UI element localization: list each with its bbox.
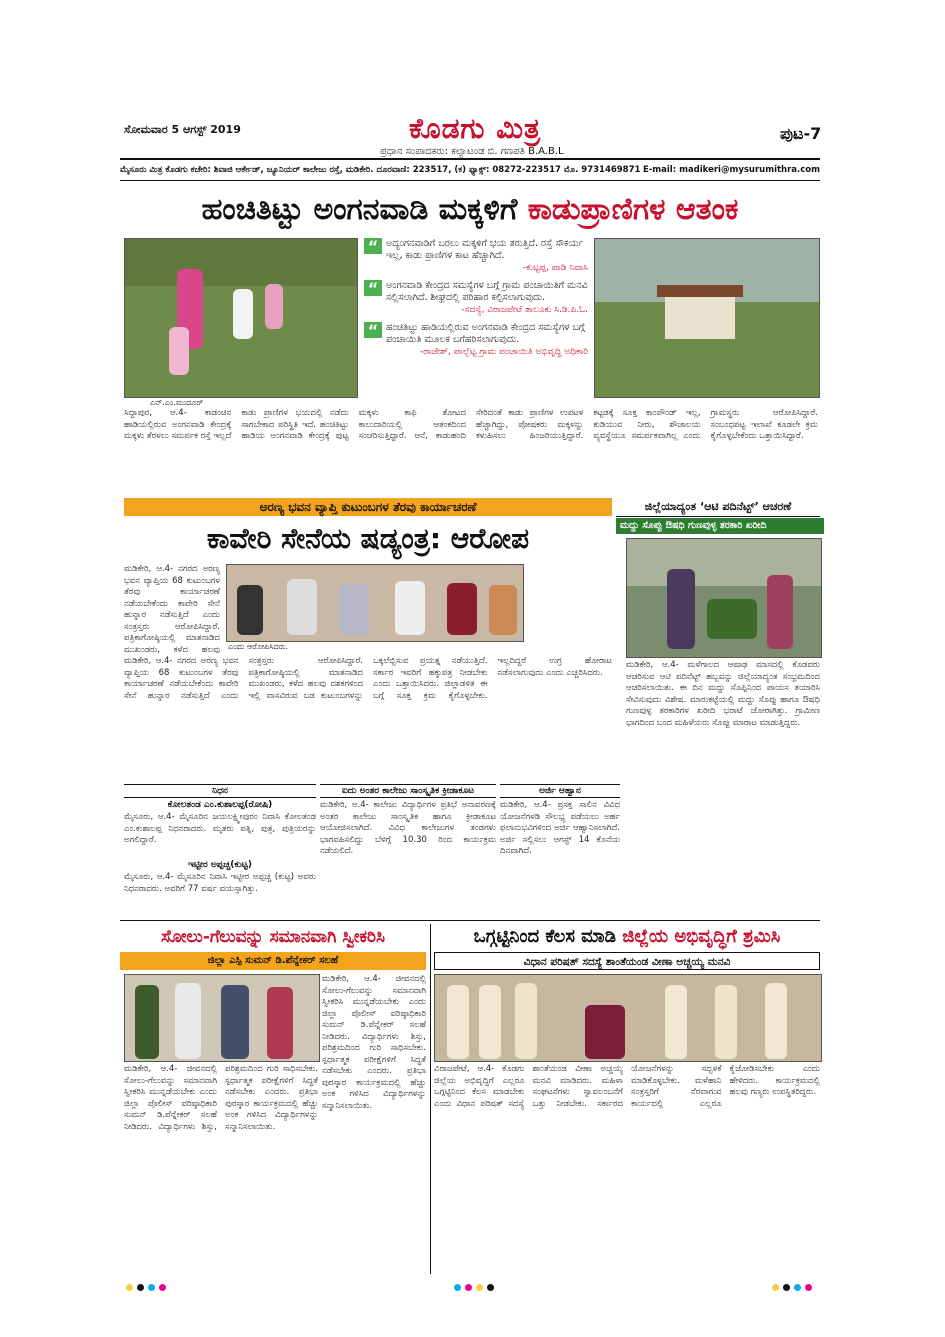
story7-headline: [434, 924, 820, 950]
story6-photo-ceremony: [124, 974, 320, 1062]
quote-mark-icon: “: [364, 238, 382, 254]
column-divider: [430, 924, 431, 1274]
quote-mark-icon: “: [364, 280, 382, 296]
story7-body: ವಿರಾಜಪೇಟೆ, ಆ.4- ಕೊಡಗು ಜಿಲ್ಲೆಯ ಅಭಿವೃದ್ಧಿಗೆ ಎಲ್ಲರೂ ಒಗ್ಗಟ್ಟಿನಿಂದ ಕೆಲಸ ಮಾಡಬೇಕು ಎಂದು ವಿಧಾನ ಪರಿಷತ್ ಸದಸ್ಯೆ ಶಾಂತೆಯಂಡ ವೀಣಾ ಅಚ್ಚಯ್ಯ ಮನವಿ ಮಾಡಿದರು. ಮಹಿಳಾ ಸಂಘಟನೆಗಳು ಸ್ವಾವಲಂಬನೆಗೆ ಒತ್ತು ನೀಡಬೇಕು. ಸರ್ಕಾರದ ಯೋಜನೆಗಳನ್ನು ಸದ್ಬಳಕೆ ಮಾಡಿಕೊಳ್ಳಬೇಕು. ಮಳೆಹಾನಿ ಸಂತ್ರಸ್ತರಿಗೆ ನೆರವಾಗುವ ಕಾರ್ಯದಲ್ಲಿ ಎಲ್ಲರೂ ಕೈಜೋಡಿಸಬೇಕು ಎಂದು ಹೇಳಿದರು. ಕಾರ್ಯಕ್ರಮದಲ್ಲಿ ಹಲವು ಗಣ್ಯರು ಉಪಸ್ಥಿತರಿದ್ದರು.: [434, 1064, 820, 1109]
story1-headline: [120, 188, 820, 232]
story3-subhead: ಮದ್ದು ಸೊಪ್ಪು ಔಷಧಿ ಗುಣವುಳ್ಳ ತರಕಾರಿ ಖರೀದಿ: [616, 518, 824, 534]
story3-photo-market: [626, 538, 822, 658]
story2-photo-caption: ಎಂದು ಆರೋಪಿಸಿದರು.: [228, 642, 289, 651]
story1-body: ಸಿದ್ದಾಪುರ, ಆ.4- ಕಾಡಂಚಿನ ಹಾಡಿಯಲ್ಲಿರುವ ಅಂಗನವಾಡಿ ಕೇಂದ್ರಕ್ಕೆ ಮಕ್ಕಳು ತೆರಳಲು ಸಮರ್ಪಕ ರಸ್ತೆ ಇಲ್ಲದೆ ಕಾಡು ಪ್ರಾಣಿಗಳ ಭಯದಲ್ಲಿ ನಡೆದು ಸಾಗಬೇಕಾದ ಪರಿಸ್ಥಿತಿ ಇದೆ. ಹಂಚಿತಿಟ್ಟು ಹಾಡಿಯ ಅಂಗನವಾಡಿ ಕೇಂದ್ರಕ್ಕೆ ಪುಟ್ಟ ಮಕ್ಕಳು ಕಾಫಿ ತೋಟದ ಕಾಲುದಾರಿಯಲ್ಲಿ ಆತಂಕದಿಂದ ಸಂಚರಿಸುತ್ತಿದ್ದಾರೆ. ಆನೆ, ಕಾಡುಹಂದಿ ಸೇರಿದಂತೆ ಕಾಡು ಪ್ರಾಣಿಗಳ ಉಪಟಳ ಹೆಚ್ಚಾಗಿದ್ದು, ಪೋಷಕರು ಮಕ್ಕಳನ್ನು ಕಳುಹಿಸಲು ಹಿಂಜರಿಯುತ್ತಿದ್ದಾರೆ. ಕಟ್ಟಡಕ್ಕೆ ಸೂಕ್ತ ಕಾಂಪೌಂಡ್ ಇಲ್ಲ, ಕುಡಿಯುವ ನೀರು, ಶೌಚಾಲಯ ವ್ಯವಸ್ಥೆಯೂ ಸಮರ್ಪಕವಾಗಿಲ್ಲ ಎಂದು ಗ್ರಾಮಸ್ಥರು ಆರೋಪಿಸಿದ್ದಾರೆ. ಸಂಬಂಧಪಟ್ಟ ಇಲಾಖೆ ಕೂಡಲೇ ಕ್ರಮ ಕೈಗೊಳ್ಳಬೇಕೆಂದು ಒತ್ತಾಯಿಸಿದ್ದಾರೆ.: [124, 408, 818, 441]
story5-body: ಮಡಿಕೇರಿ, ಆ.4- ಪ್ರಸಕ್ತ ಸಾಲಿನ ವಿವಿಧ ಯೋಜನೆಗಳಡಿ ಸೌಲಭ್ಯ ಪಡೆಯಲು ಅರ್ಹ ಫಲಾನುಭವಿಗಳಿಂದ ಅರ್ಜಿ ಆಹ್ವಾನಿಸಲಾಗಿದೆ. ಅರ್ಜಿ ಸಲ್ಲಿಸಲು ಆಗಸ್ಟ್ 14 ಕೊನೆಯ ದಿನವಾಗಿದೆ.: [500, 800, 620, 856]
story1-photo-caption: ಎನ್.ಎಂ.ಮುದೂರ್: [150, 398, 204, 407]
quote-2: “ ಅಂಗನವಾಡಿ ಕೇಂದ್ರದ ಸಮಸ್ಯೆಗಳ ಬಗ್ಗೆ ಗ್ರಾಮ ಪಂಚಾಯಿತಿಗೆ ಮನವಿ ಸಲ್ಲಿಸಲಾಗಿದೆ. ಶೀಘ್ರದಲ್ಲಿ ಪರಿಹಾರ ಕಲ್ಪಿಸಲಾಗುವುದು. -ಸದಸ್ಯೆ, ವಿರಾಜಪೇಟೆ ತಾಲೂಕು ಸಿ.ಡಿ.ಪಿ.ಓ.: [364, 280, 588, 316]
section-divider: [120, 920, 820, 921]
story7-headline-part2: ಜಿಲ್ಲೆಯ ಅಭಿವೃದ್ಧಿಗೆ ಶ್ರಮಿಸಿ: [622, 926, 781, 947]
story7-headline-part1: ಒಗ್ಗಟ್ಟಿನಿಂದ ಕೆಲಸ ಮಾಡಿ: [473, 926, 623, 947]
story2-headline: ಕಾವೇರಿ ಸೇನೆಯ ಷಡ್ಯಂತ್ರ: ಆರೋಪ: [206, 522, 530, 555]
masthead-rule: [120, 158, 820, 160]
story1-headline-part1: ಹಂಚಿತಿಟ್ಟು ಅಂಗನವಾಡಿ ಮಕ್ಕಳಿಗೆ: [201, 192, 528, 227]
quote-3: “ ಹಂಚಿತಿಟ್ಟು ಹಾಡಿಯಲ್ಲಿರುವ ಅಂಗನವಾಡಿ ಕೇಂದ್ರದ ಸಮಸ್ಯೆಗಳ ಬಗ್ಗೆ ಪಂಚಾಯಿತಿ ಮೂಲಕ ಬಗೆಹರಿಸಲಾಗುವುದು. -ರಾಜೇಶ್, ಪಾಲ್ಬೆಟ್ಟ ಗ್ರಾಮ ಪಂಚಾಯಿತಿ ಅಭಿವೃದ್ಧಿ ಅಧಿಕಾರಿ: [364, 322, 588, 358]
contact-strip: [120, 162, 820, 178]
story6-side-body: ಮಡಿಕೇರಿ, ಆ.4- ಜೀವನದಲ್ಲಿ ಸೋಲು-ಗೆಲುವನ್ನು ಸಮಾನವಾಗಿ ಸ್ವೀಕರಿಸಿ ಮುನ್ನಡೆಯಬೇಕು ಎಂದು ಜಿಲ್ಲಾ ಪೊಲೀಸ್ ವರಿಷ್ಠಾಧಿಕಾರಿ ಸುಮನ್ ಡಿ.ಪೆನ್ನೇಕರ್ ಸಲಹೆ ನೀಡಿದರು. ವಿದ್ಯಾರ್ಥಿಗಳು ಶಿಸ್ತು, ಪರಿಶ್ರಮದಿಂದ ಗುರಿ ಸಾಧಿಸಬೇಕು. ಸ್ಪರ್ಧಾತ್ಮಕ ಪರೀಕ್ಷೆಗಳಿಗೆ ಸಿದ್ಧತೆ ನಡೆಸಬೇಕು ಎಂದರು. ಪ್ರತಿಭಾ ಪುರಸ್ಕಾರ ಕಾರ್ಯಕ್ರಮದಲ್ಲಿ ಹೆಚ್ಚು ಅಂಕ ಗಳಿಸಿದ ವಿದ್ಯಾರ್ಥಿಗಳನ್ನು ಸನ್ಮಾನಿಸಲಾಯಿತು.: [322, 974, 426, 1111]
story1-quotes: [364, 238, 588, 386]
story2-kicker: ಅರಣ್ಯ ಭವನ ವ್ಯಾಪ್ತಿ ಕುಟುಂಬಗಳ ತೆರವು ಕಾರ್ಯಾಚರಣೆ: [124, 498, 612, 516]
quote-mark-icon: “: [364, 322, 382, 338]
story7-photo-group: [434, 974, 822, 1062]
story3-body: ಮಡಿಕೇರಿ, ಆ.4- ಮಳೆಗಾಲದ ಆಷಾಢ ಮಾಸದಲ್ಲಿ ಕೊಡವರು ಆಚರಿಸುವ ಆಟಿ ಪದಿನೆಟ್ಟ್ ಹಬ್ಬವನ್ನು ಜಿಲ್ಲೆಯಾದ್ಯಂತ ಸಂಭ್ರಮದಿಂದ ಆಚರಿಸಲಾಯಿತು. ಈ ದಿನ ಮದ್ದು ಸೊಪ್ಪಿನಿಂದ ಪಾಯಸ ತಯಾರಿಸಿ ಸೇವಿಸುವುದು ವಿಶೇಷ. ಮಾರುಕಟ್ಟೆಯಲ್ಲಿ ಮದ್ದು ಸೊಪ್ಪು ಹಾಗೂ ಔಷಧಿ ಗುಣವುಳ್ಳ ತರಕಾರಿಗಳ ಖರೀದಿ ಭರಾಟೆ ಜೋರಾಗಿತ್ತು. ಗ್ರಾಮೀಣ ಭಾಗದಿಂದ ಬಂದ ಮಹಿಳೆಯರು ಸೊಪ್ಪು ಮಾರಾಟ ಮಾಡುತ್ತಿದ್ದರು.: [626, 660, 820, 728]
brief2-title: ಇಟ್ಟೀರ ಅಪ್ಪಚ್ಚ(ಕುಟ್ಟ): [188, 860, 252, 870]
story6-subhead: ಜಿಲ್ಲಾ ಎಸ್ಪಿ ಸುಮನ್ ಡಿ.ಪೆನ್ನೇಕರ್ ಸಲಹೆ: [120, 952, 426, 970]
quote-1: “ ಅದ್ಯಂಗನವಾಡಿಗೆ ಬರಲು ಮಕ್ಕಳಿಗೆ ಭಯ ತರುತ್ತಿದೆ. ರಸ್ತೆ ಸೌಕರ್ಯ ಇಲ್ಲ, ಕಾಡು ಪ್ರಾಣಿಗಳ ಕಾಟ ಹೆಚ್ಚಾಗಿದೆ. -ಕುಟ್ಟಪ್ಪ, ಪಾಡಿ ನಿವಾಸಿ: [364, 238, 588, 274]
page-number: ಪುಟ-7: [780, 124, 822, 143]
print-registration-marks-center: [454, 1276, 498, 1295]
story1-photo-building: [594, 238, 820, 398]
story1-headline-part2: ಕಾಡುಪ್ರಾಣಿಗಳ ಆತಂಕ: [527, 192, 739, 227]
contact-rule: [120, 180, 820, 181]
story4-headline: ಐದು ಅಂತರ ಕಾಲೇಜು ಸಾಂಸ್ಕೃತಿಕ ಕ್ರೀಡಾಕೂಟ: [320, 784, 496, 798]
brief2-body: ಮೈಸೂರು, ಆ.4- ಮೈಸೂರಿನ ನಿವಾಸಿ ಇಟ್ಟೀರ ಅಪ್ಪಚ್ಚ (ಕುಟ್ಟ) ಅವರು ನಿಧನರಾದರು. ಅವರಿಗೆ 77 ವರ್ಷ ವಯಸ್ಸಾಗಿತ್ತು.: [124, 872, 316, 894]
brief1-title: ಕೋಲತಂಡ ಎಂ.ಕುಶಾಲಪ್ಪ(ರೋಷಿ): [167, 800, 273, 810]
brief1-body: ಮೈಸೂರು, ಆ.4- ಮೈಸೂರಿನ ಜಯಲಕ್ಷ್ಮೀಪುರಂ ನಿವಾಸಿ ಕೋಲತಂಡ ಎಂ.ಕುಶಾಲಪ್ಪ ನಿಧನರಾದರು. ಮೃತರು ಪತ್ನಿ, ಪುತ್ರ, ಪುತ್ರಿಯರನ್ನು ಅಗಲಿದ್ದಾರೆ.: [124, 812, 316, 845]
story2-intro: ಮಡಿಕೇರಿ, ಆ.4- ನಗರದ ಅರಣ್ಯ ಭವನ ವ್ಯಾಪ್ತಿಯ 68 ಕುಟುಂಬಗಳ ತೆರವು ಕಾರ್ಯಾಚರಣೆ ನಡೆಯಬೇಕೆಂದು ಕಾವೇರಿ ಸೇನೆ ಹುನ್ನಾರ ನಡೆಸುತ್ತಿದೆ ಎಂದು ಸಂತ್ರಸ್ತರು ಆರೋಪಿಸಿದ್ದಾರೆ. ಪತ್ರಿಕಾಗೋಷ್ಠಿಯಲ್ಲಿ ಮಾತನಾಡಿದ ಮುಖಂಡರು, ಕಳೆದ ಹಲವು: [124, 564, 220, 654]
story4-body: ಮಡಿಕೇರಿ, ಆ.4- ಕಾಲೇಜು ವಿದ್ಯಾರ್ಥಿಗಳ ಪ್ರತಿಭೆ ಅನಾವರಣಕ್ಕೆ ಅಂತರ ಕಾಲೇಜು ಸಾಂಸ್ಕೃತಿಕ ಹಾಗೂ ಕ್ರೀಡಾಕೂಟ ಆಯೋಜಿಸಲಾಗಿದೆ. ವಿವಿಧ ಕಾಲೇಜುಗಳ ತಂಡಗಳು ಭಾಗವಹಿಸಲಿದ್ದು ಬೆಳಿಗ್ಗೆ 10.30 ರಿಂದ ಕಾರ್ಯಕ್ರಮ ನಡೆಯಲಿದೆ.: [320, 800, 496, 856]
newspaper-logo: ಕೊಡಗು ಮಿತ್ರ: [408, 112, 541, 145]
briefs-heading: ನಿಧನ: [124, 784, 316, 798]
contact-email: E-mail: madikeri@mysurumithra.com: [642, 165, 820, 175]
print-registration-marks-left: [126, 1276, 170, 1295]
story7-subhead: ವಿಧಾನ ಪರಿಷತ್ ಸದಸ್ಯೆ ಶಾಂತೆಯಂಡ ವೀಣಾ ಅಚ್ಚಯ್ಯ ಮನವಿ: [434, 952, 820, 970]
story2-body: ಮಡಿಕೇರಿ, ಆ.4- ನಗರದ ಅರಣ್ಯ ಭವನ ವ್ಯಾಪ್ತಿಯ 68 ಕುಟುಂಬಗಳ ತೆರವು ಕಾರ್ಯಾಚರಣೆ ನಡೆಯಬೇಕೆಂದು ಕಾವೇರಿ ಸೇನೆ ಹುನ್ನಾರ ನಡೆಸುತ್ತಿದೆ ಎಂದು ಸಂತ್ರಸ್ತರು ಆರೋಪಿಸಿದ್ದಾರೆ. ಪತ್ರಿಕಾಗೋಷ್ಠಿಯಲ್ಲಿ ಮಾತನಾಡಿದ ಮುಖಂಡರು, ಕಳೆದ ಹಲವು ದಶಕಗಳಿಂದ ಇಲ್ಲಿ ವಾಸವಿರುವ ಬಡ ಕುಟುಂಬಗಳನ್ನು ಒಕ್ಕಲೆಬ್ಬಿಸುವ ಪ್ರಯತ್ನ ನಡೆಯುತ್ತಿದೆ. ಸರ್ಕಾರ ಇವರಿಗೆ ಹಕ್ಕುಪತ್ರ ನೀಡಬೇಕು ಎಂದು ಒತ್ತಾಯಿಸಿದರು. ಜಿಲ್ಲಾಡಳಿತ ಈ ಬಗ್ಗೆ ಸೂಕ್ತ ಕ್ರಮ ಕೈಗೊಳ್ಳಬೇಕು. ಇಲ್ಲದಿದ್ದರೆ ಉಗ್ರ ಹೋರಾಟ ನಡೆಸಲಾಗುವುದು ಎಂದು ಎಚ್ಚರಿಸಿದರು.: [124, 656, 612, 701]
story6-body: ಮಡಿಕೇರಿ, ಆ.4- ಜೀವನದಲ್ಲಿ ಸೋಲು-ಗೆಲುವನ್ನು ಸಮಾನವಾಗಿ ಸ್ವೀಕರಿಸಿ ಮುನ್ನಡೆಯಬೇಕು ಎಂದು ಜಿಲ್ಲಾ ಪೊಲೀಸ್ ವರಿಷ್ಠಾಧಿಕಾರಿ ಸುಮನ್ ಡಿ.ಪೆನ್ನೇಕರ್ ಸಲಹೆ ನೀಡಿದರು. ವಿದ್ಯಾರ್ಥಿಗಳು ಶಿಸ್ತು, ಪರಿಶ್ರಮದಿಂದ ಗುರಿ ಸಾಧಿಸಬೇಕು. ಸ್ಪರ್ಧಾತ್ಮಕ ಪರೀಕ್ಷೆಗಳಿಗೆ ಸಿದ್ಧತೆ ನಡೆಸಬೇಕು ಎಂದರು. ಪ್ರತಿಭಾ ಪುರಸ್ಕಾರ ಕಾರ್ಯಕ್ರಮದಲ್ಲಿ ಹೆಚ್ಚು ಅಂಕ ಗಳಿಸಿದ ವಿದ್ಯಾರ್ಥಿಗಳನ್ನು ಸನ್ಮಾನಿಸಲಾಯಿತು.: [124, 1064, 318, 1132]
story2-photo-press-meet: [226, 564, 524, 642]
print-registration-marks-right: [772, 1276, 816, 1295]
contact-address: ಮೈಸೂರು ಮಿತ್ರ ಕೊಡಗು ಕಚೇರಿ: ಶಿವಾಜಿ ಆರ್ಕೇಡ್, ಜ್ಯೂನಿಯರ್ ಕಾಲೇಜು ರಸ್ತೆ, ಮಡಿಕೇರಿ. ದೂರವಾಣಿ: 223517, (ಕ) ಫ್ಯಾಕ್ಸ್: 08272-223517 ಮೊ. 9731469871: [120, 165, 641, 175]
edition-date: ಸೋಮವಾರ 5 ಆಗಸ್ಟ್ 2019: [124, 123, 241, 136]
story1-photo-children: [124, 238, 358, 398]
story5-headline: ಅರ್ಜಿ ಆಹ್ವಾನ: [500, 784, 620, 798]
story3-kicker: ಜಿಲ್ಲೆಯಾದ್ಯಂತ ‘ಆಟಿ ಪದಿನೆಟ್ಟ್’ ಆಚರಣೆ: [616, 498, 820, 517]
editor-line: ಪ್ರಧಾನ ಸಂಪಾದಕರು: ಕಲ್ಯಾಟಂಡ ಬಿ. ಗಣಪತಿ B.A.B.L: [380, 146, 564, 157]
story6-headline: ಸೋಲು-ಗೆಲುವನ್ನು ಸಮಾನವಾಗಿ ಸ್ವೀಕರಿಸಿ: [160, 927, 386, 947]
